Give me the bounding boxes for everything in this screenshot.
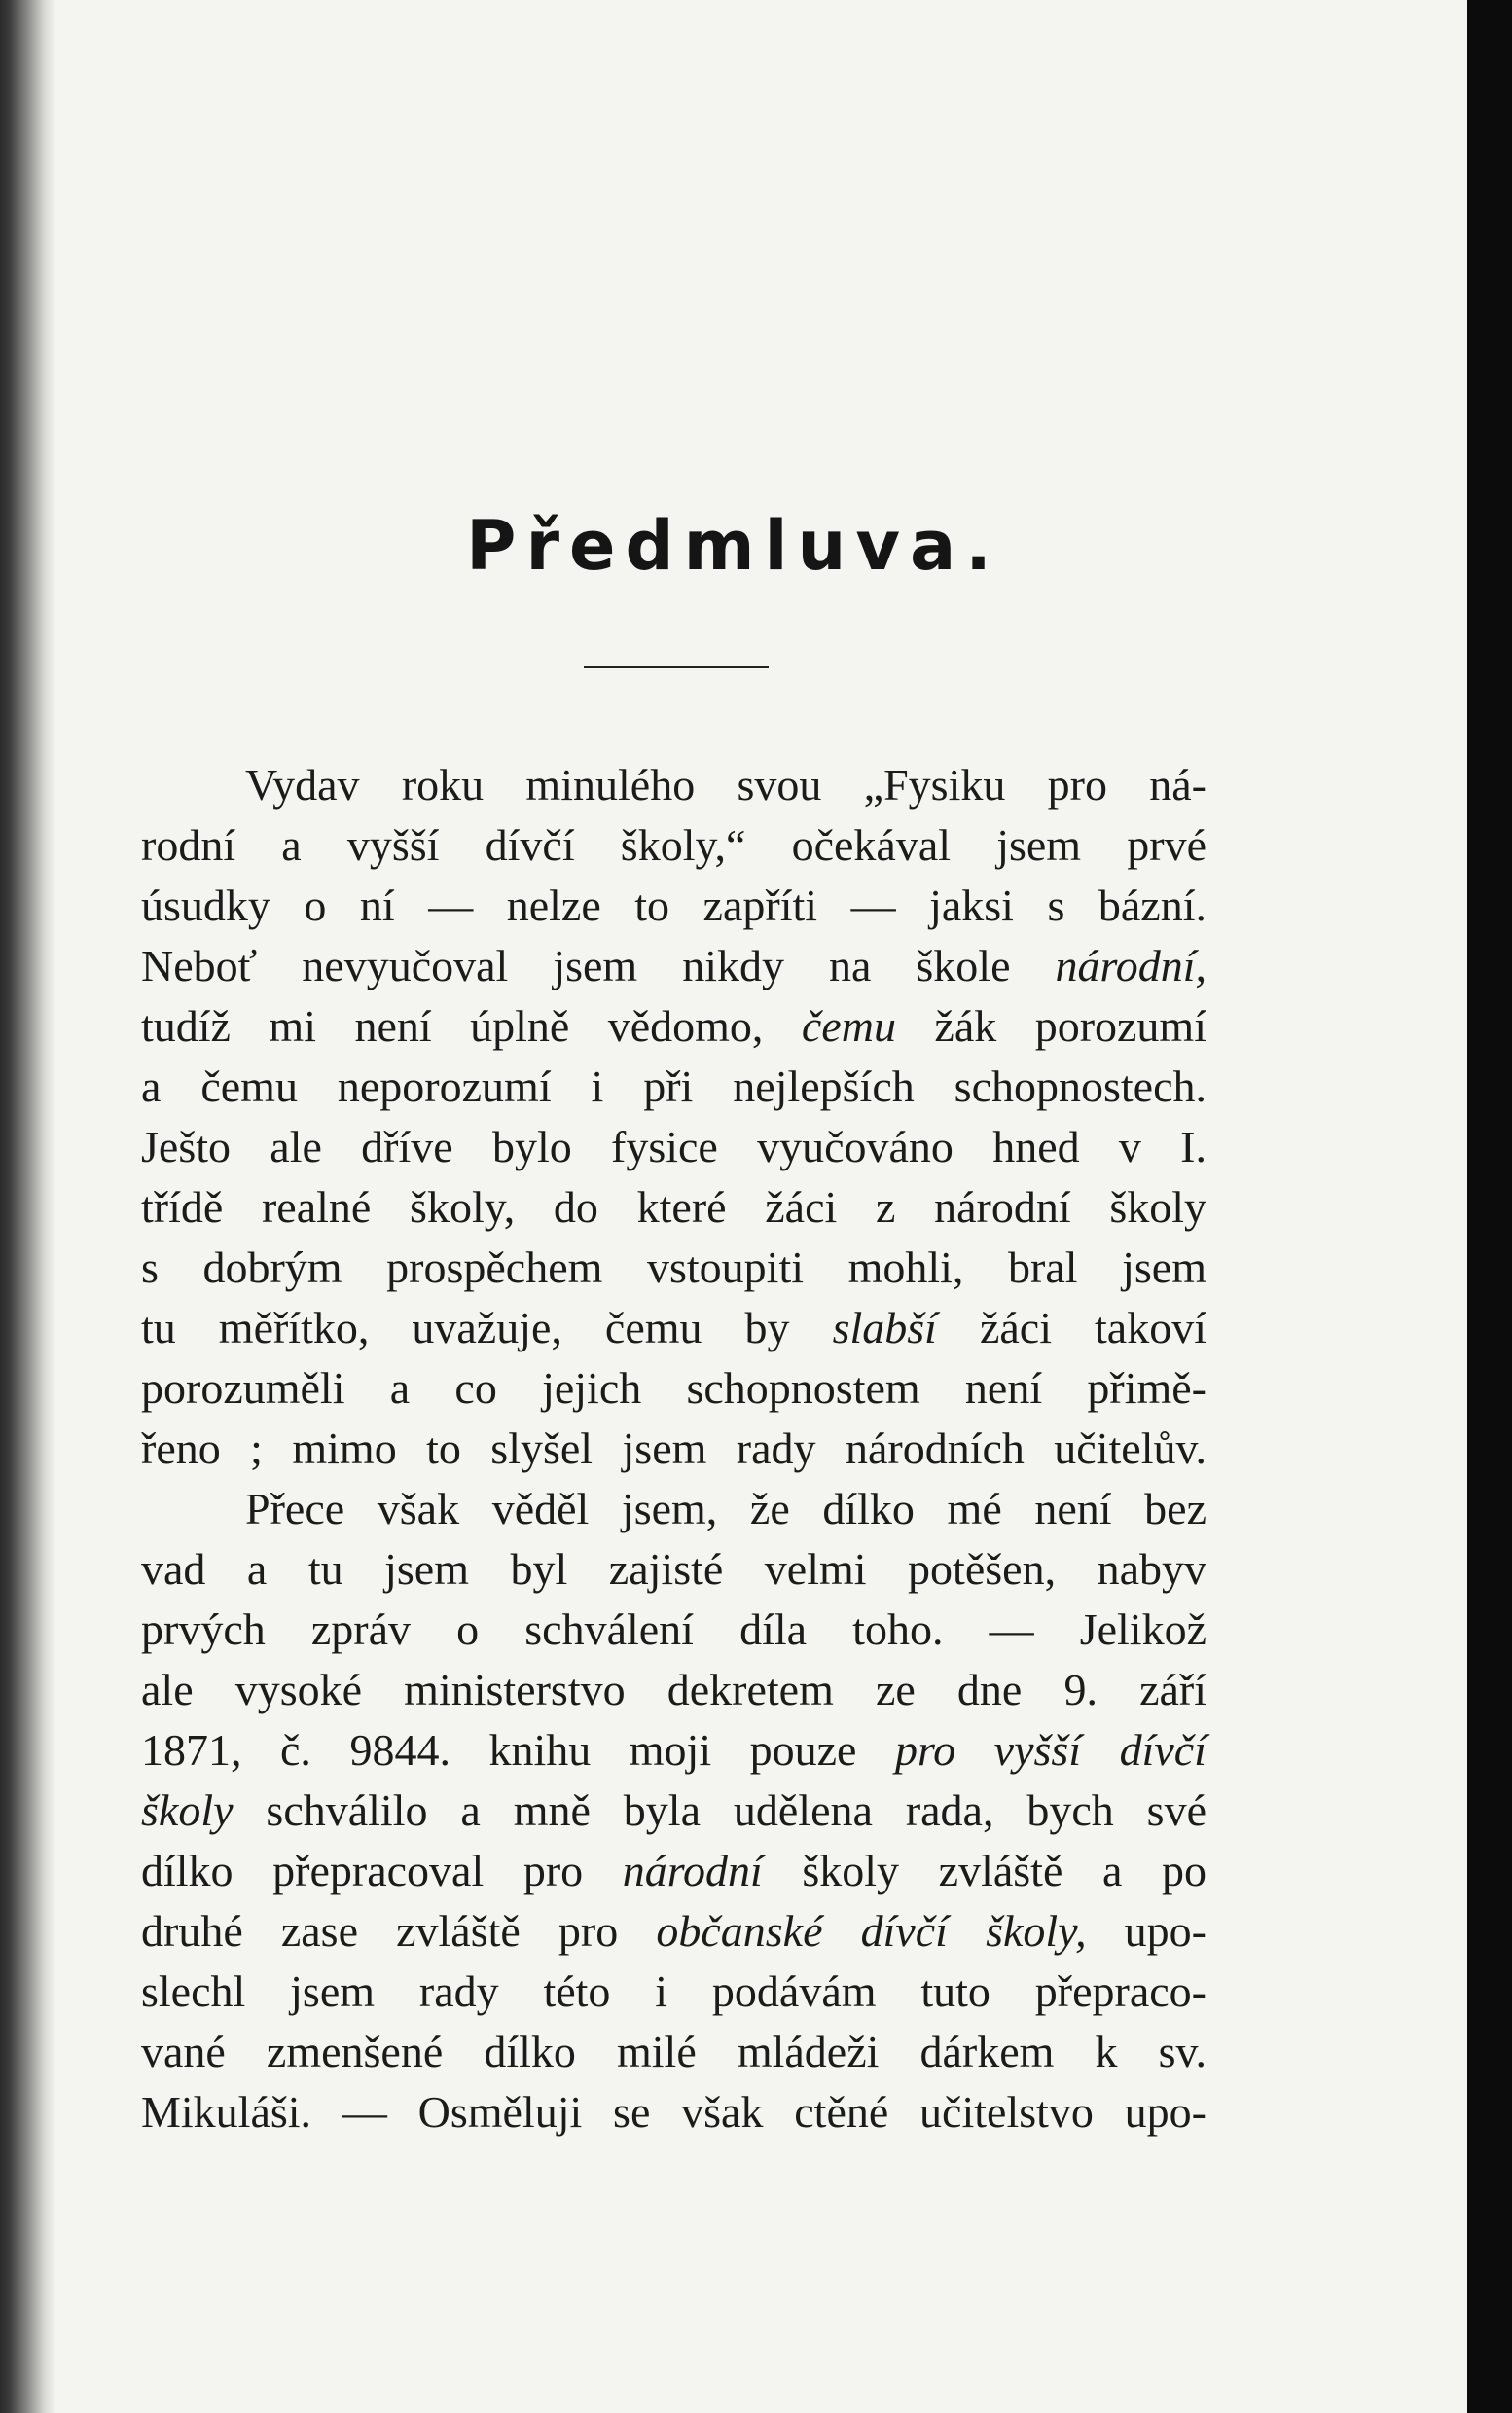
- text-run: řeno ; mimo to slyšel jsem rady národních učitelův.: [141, 1423, 1206, 1473]
- text-run: školy zvláště a po: [762, 1846, 1206, 1895]
- text-run: ale vysoké ministerstvo dekretem ze dne 9. září: [141, 1665, 1206, 1714]
- italic-text: čemu: [801, 1001, 896, 1051]
- text-line: [141, 1841, 1206, 1901]
- text-line: [141, 1358, 1206, 1419]
- text-run: a čemu neporozumí i při nejlepších schopnostech.: [141, 1062, 1206, 1111]
- text-line: [141, 2022, 1206, 2082]
- scan-edge: [1467, 0, 1512, 2413]
- text-line: [141, 936, 1206, 996]
- text-run: vané zmenšené dílko milé mládeži dárkem k sv.: [141, 2027, 1206, 2076]
- page-gutter-shadow: [0, 0, 56, 2413]
- text-run: úsudky o ní — nelze to zapříti — jaksi s bázní.: [141, 881, 1206, 930]
- text-line: [141, 1419, 1206, 1479]
- text-run: dílko přepracoval pro: [141, 1846, 623, 1895]
- text-line: [141, 755, 1206, 815]
- text-run: Neboť nevyučoval jsem nikdy na škole: [141, 941, 1056, 990]
- text-line: [141, 1539, 1206, 1600]
- page-title: Předmluva.: [466, 506, 1001, 586]
- text-run: vad a tu jsem byl zajisté velmi potěšen, nabyv: [141, 1544, 1206, 1594]
- italic-text: slabší: [832, 1303, 937, 1352]
- italic-text: národní: [622, 1846, 763, 1895]
- text-run: rodní a vyšší dívčí školy,“ očekával jsem prvé: [141, 820, 1206, 870]
- italic-text: občanské dívčí školy,: [656, 1906, 1087, 1956]
- text-line: [141, 1901, 1206, 1962]
- text-line: [141, 1660, 1206, 1720]
- italic-text: národní,: [1055, 941, 1206, 990]
- text-run: Mikuláši. — Osměluji se však ctěné učitelstvo upo-: [141, 2087, 1206, 2137]
- text-line: [141, 1057, 1206, 1117]
- text-line: [141, 1479, 1206, 1539]
- text-line: [141, 1298, 1206, 1358]
- text-run: žák porozumí: [895, 1001, 1206, 1051]
- text-line: [141, 2082, 1206, 2143]
- text-run: schválilo a mně byla udělena rada, bych své: [233, 1785, 1206, 1835]
- italic-text: pro vyšší dívčí: [894, 1725, 1207, 1775]
- text-run: 1871, č. 9844. knihu moji pouze: [141, 1725, 895, 1775]
- text-line: [141, 996, 1206, 1057]
- preface-text: [141, 755, 1206, 2143]
- text-line: [141, 1238, 1206, 1298]
- text-line: [141, 1117, 1206, 1177]
- text-run: slechl jsem rady této i podávám tuto přepraco-: [141, 1966, 1206, 2016]
- text-line: [141, 1600, 1206, 1660]
- text-run: žáci takoví: [936, 1303, 1206, 1352]
- text-run: Vydav roku minulého svou „Fysiku pro ná-: [245, 760, 1206, 810]
- title-divider: [584, 666, 769, 668]
- text-run: s dobrým prospěchem vstoupiti mohli, bral jsem: [141, 1243, 1206, 1292]
- text-run: třídě realné školy, do které žáci z národní školy: [141, 1182, 1206, 1232]
- text-run: tudíž mi není úplně vědomo,: [141, 1001, 802, 1051]
- text-line: [141, 815, 1206, 876]
- text-run: upo-: [1086, 1906, 1206, 1956]
- text-run: tu měřítko, uvažuje, čemu by: [141, 1303, 833, 1352]
- text-run: prvých zpráv o schválení díla toho. — Jelikož: [141, 1604, 1206, 1654]
- text-run: druhé zase zvláště pro: [141, 1906, 657, 1956]
- italic-text: školy: [141, 1785, 234, 1835]
- text-run: Přece však věděl jsem, že dílko mé není bez: [245, 1484, 1206, 1533]
- text-line: [141, 1781, 1206, 1841]
- text-line: [141, 1720, 1206, 1781]
- text-line: [141, 1962, 1206, 2022]
- text-run: Ješto ale dříve bylo fysice vyučováno hned v I.: [141, 1122, 1206, 1171]
- text-line: [141, 1177, 1206, 1238]
- text-run: porozuměli a co jejich schopnostem není přimě-: [141, 1363, 1206, 1413]
- text-line: [141, 876, 1206, 936]
